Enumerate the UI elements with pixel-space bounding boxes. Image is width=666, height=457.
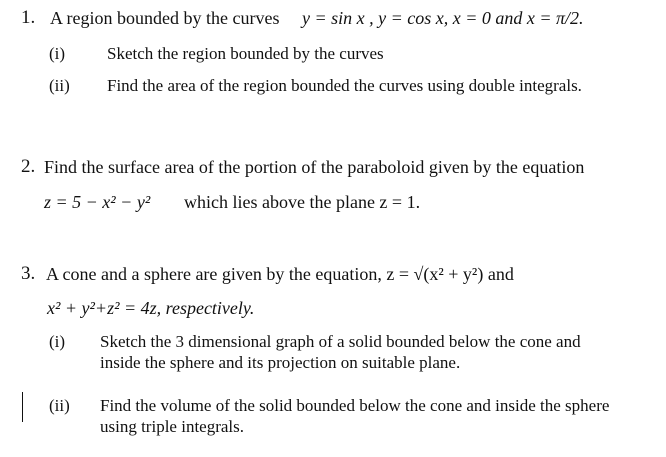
question-3-line-2: x² + y²+z² = 4z, respectively. bbox=[47, 298, 255, 318]
question-1-part-i-label: (i) bbox=[49, 44, 66, 63]
question-3-part-ii-label: (ii) bbox=[49, 396, 70, 415]
question-2-number: 2. bbox=[21, 156, 36, 177]
question-3-line-1: A cone and a sphere are given by the equation, z = √(x² + y²) and bbox=[46, 264, 514, 284]
question-1-expression: y = sin x , y = cos x, x = 0 and x = π/2. bbox=[302, 8, 584, 28]
question-1-number: 1. bbox=[21, 7, 36, 28]
question-2-expression: z = 5 − x² − y² bbox=[44, 192, 151, 212]
question-1-part-ii-text: Find the area of the region bounded the curves using double integrals. bbox=[107, 76, 582, 95]
question-1-intro: A region bounded by the curves bbox=[50, 8, 280, 28]
question-2-line-1: Find the surface area of the portion of the paraboloid given by the equation bbox=[44, 157, 585, 177]
question-3-part-i-line-2: inside the sphere and its projection on suitable plane. bbox=[100, 353, 461, 372]
question-3-part-ii-line-2: using triple integrals. bbox=[100, 417, 245, 436]
question-1-part-ii-label: (ii) bbox=[49, 76, 70, 95]
margin-divider bbox=[22, 392, 23, 422]
question-3-part-i-line-1: Sketch the 3 dimensional graph of a solid bounded below the cone and bbox=[100, 332, 581, 351]
question-3-part-i-label: (i) bbox=[49, 332, 66, 351]
question-3-number: 3. bbox=[21, 263, 36, 284]
question-2-line-2-rest: which lies above the plane z = 1. bbox=[184, 192, 421, 212]
question-3-part-ii-line-1: Find the volume of the solid bounded below the cone and inside the sphere bbox=[100, 396, 610, 415]
question-1-part-i-text: Sketch the region bounded by the curves bbox=[107, 44, 384, 63]
